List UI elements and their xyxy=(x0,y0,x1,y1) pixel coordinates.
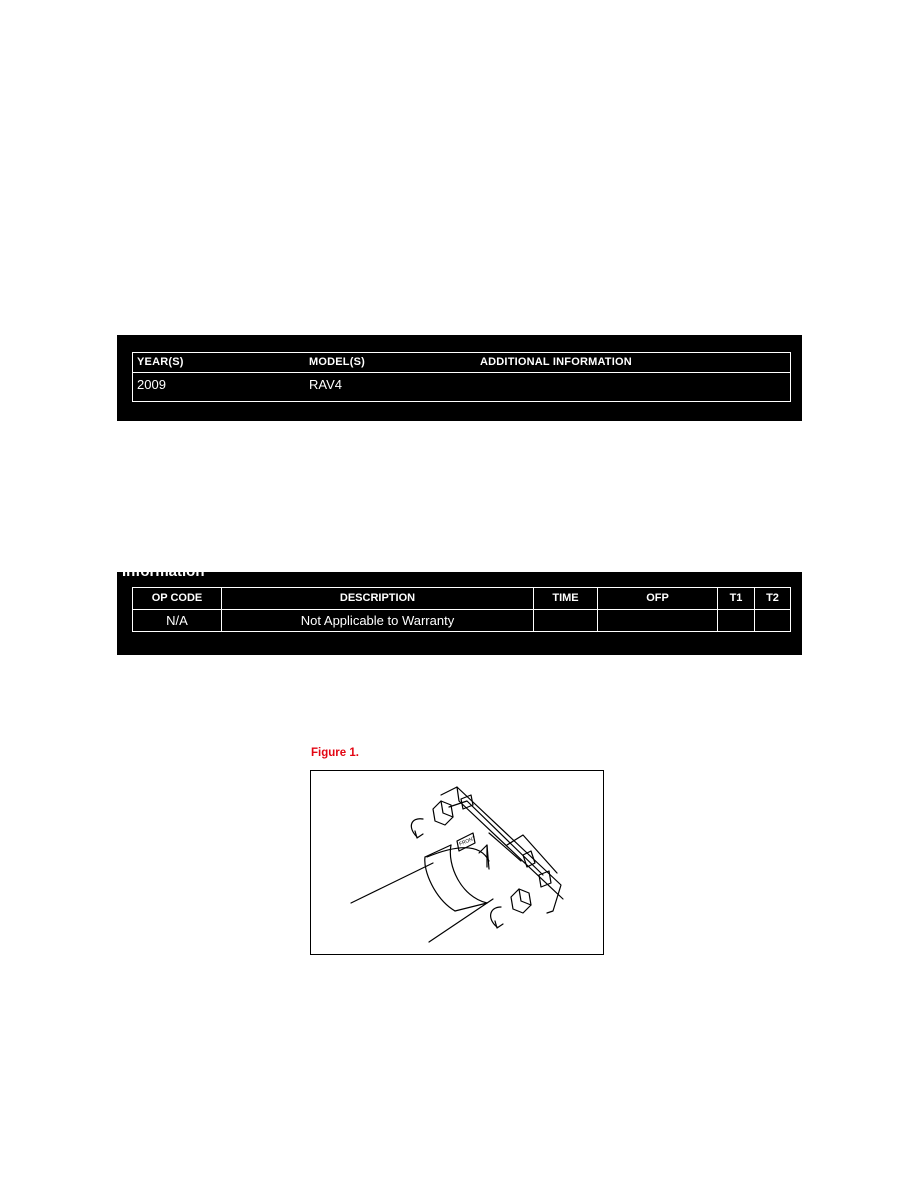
year-cell: 2009 xyxy=(137,377,166,392)
warranty-panel xyxy=(117,563,802,655)
t2-header: T2 xyxy=(766,592,779,604)
years-header: YEAR(S) xyxy=(137,356,184,368)
op-code-cell: N/A xyxy=(133,609,222,631)
t1-header: T1 xyxy=(718,588,755,609)
t2-cell xyxy=(755,609,790,631)
front-label: FRONT xyxy=(458,835,477,848)
applicability-header-row xyxy=(133,353,790,373)
applicability-panel xyxy=(117,335,802,421)
time-header: TIME xyxy=(534,588,598,609)
warranty-table xyxy=(132,587,791,632)
model-cell: RAV4 xyxy=(309,377,342,392)
description-cell: Not Applicable to Warranty xyxy=(222,609,534,631)
t1-cell xyxy=(718,609,755,631)
op-code-header: OP CODE xyxy=(133,588,222,609)
additional-info-header: ADDITIONAL INFORMATION xyxy=(480,356,632,368)
ofp-header: OFP xyxy=(598,588,718,609)
figure-caption: Figure 1. xyxy=(311,747,359,759)
models-header: MODEL(S) xyxy=(309,356,365,368)
warranty-heading: Information xyxy=(122,563,205,580)
description-header: DESCRIPTION xyxy=(222,588,534,609)
applicability-table xyxy=(132,352,791,402)
figure-illustration xyxy=(310,770,604,955)
time-cell xyxy=(534,609,598,631)
wiper-blade-clamp-illustration xyxy=(311,771,603,954)
warranty-data-row xyxy=(133,609,790,631)
ofp-cell xyxy=(598,609,718,631)
warranty-header-row xyxy=(133,588,790,610)
